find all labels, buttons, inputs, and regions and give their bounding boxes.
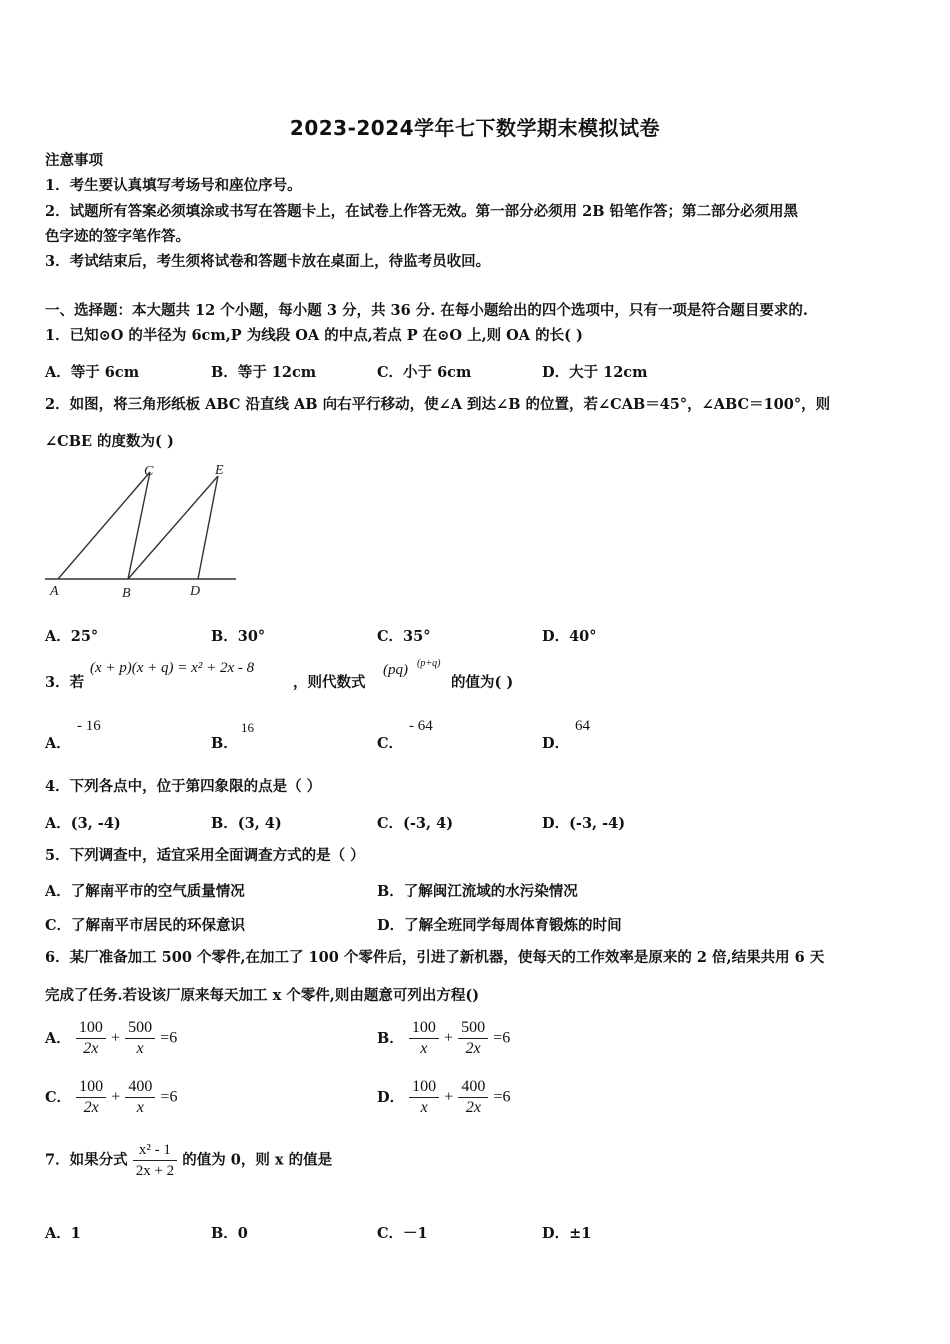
q3-option-a-letter[interactable]: A． (45, 735, 71, 752)
q7-option-d[interactable]: D．±1 (542, 1225, 592, 1242)
q6-option-d-fraction-2: $\frac{400}{2x}$ (458, 1077, 488, 1118)
q2-figure (40, 458, 240, 603)
q7-option-a[interactable]: A．1 (45, 1225, 81, 1242)
q1-option-c[interactable]: C．小于 6cm (377, 364, 472, 381)
q7-fraction: $\frac{\text{x² - 1}}{2x + 2}$ (133, 1140, 177, 1181)
q5-option-b[interactable]: B．了解闽江流域的水污染情况 (377, 883, 578, 900)
q7-stem (45, 1140, 332, 1181)
q4-option-d[interactable]: D．(-3, -4) (542, 815, 626, 832)
q3-prefix: 3．若 (45, 674, 85, 691)
side-be (128, 476, 218, 579)
notice-item-2-cont: 色字迹的签字笔作答。 (45, 228, 190, 245)
q6-option-d[interactable]: D． $\frac{100}{x}$ + $\frac{400}{2x}$ =6 (377, 1078, 511, 1116)
q4-stem: 4．下列各点中，位于第四象限的点是（ ） (45, 778, 322, 795)
q2-option-c[interactable]: C．35° (377, 628, 431, 645)
q1-option-a[interactable]: A．等于 6cm (45, 364, 140, 381)
q5-stem: 5．下列调查中，适宜采用全面调查方式的是（ ） (45, 847, 365, 864)
notice-item-1: 1．考生要认真填写考场号和座位序号。 (45, 177, 302, 194)
q4-option-c[interactable]: C．(-3, 4) (377, 815, 454, 832)
q5-option-a[interactable]: A．了解南平市的空气质量情况 (45, 883, 245, 900)
q7-option-c[interactable]: C．－1 (377, 1225, 428, 1242)
q2-option-b[interactable]: B．30° (211, 628, 266, 645)
side-ac (58, 472, 150, 579)
page-title: 2023-2024学年七下数学期末模拟试卷 (289, 116, 661, 140)
q3-option-b-value[interactable]: 16 (241, 720, 254, 735)
q3-option-a-value[interactable]: - 16 (77, 718, 101, 734)
q5-option-c[interactable]: C．了解南平市居民的环保意识 (45, 917, 246, 934)
q6-option-a[interactable]: A． $\frac{100}{2x}$ + $\frac{500}{x}$ =6 (45, 1019, 178, 1057)
label-d: D (190, 584, 201, 599)
q6-option-b-fraction-2: $\frac{500}{2x}$ (458, 1018, 488, 1059)
q6-option-c-fraction-2: $\frac{400}{x}$ (125, 1077, 155, 1118)
q7-option-b[interactable]: B．0 (211, 1225, 248, 1242)
q2-option-d[interactable]: D．40° (542, 628, 597, 645)
q7-prefix: 7．如果分式 (45, 1151, 128, 1169)
notice-item-3: 3．考试结束后，考生须将试卷和答题卡放在桌面上，待监考员收回。 (45, 253, 491, 270)
q6-option-a-fraction-2: $\frac{500}{x}$ (125, 1018, 155, 1059)
q6-option-a-letter: A． (45, 1030, 71, 1047)
q1-option-b[interactable]: B．等于 12cm (211, 364, 317, 381)
q6-option-b-fraction-1: $\frac{100}{x}$ (409, 1018, 439, 1059)
q3-option-d-value[interactable]: 64 (575, 718, 590, 734)
q6-option-c-letter: C． (45, 1089, 72, 1106)
notice-heading: 注意事项 (45, 152, 103, 169)
q2-option-a[interactable]: A．25° (45, 628, 99, 645)
q6-stem-line1: 6．某厂准备加工 500 个零件,在加工了 100 个零件后，引进了新机器，使每天的工作效率是原来的 2 倍,结果共用 6 天 (45, 949, 825, 966)
q3-option-c-value[interactable]: - 64 (409, 718, 433, 734)
q1-option-d[interactable]: D．大于 12cm (542, 364, 648, 381)
q3-option-c-letter[interactable]: C． (377, 735, 404, 752)
label-b: B (122, 586, 131, 601)
notice-item-2: 2．试题所有答案必须填涂或书写在答题卡上，在试卷上作答无效。第一部分必须用 2B 铅笔作答；第二部分必须用黑 (45, 203, 799, 220)
q6-option-b-letter: B． (377, 1030, 404, 1047)
q2-stem-line1: 2．如图，将三角形纸板 ABC 沿直线 AB 向右平行移动，使∠A 到达∠B 的位置，若∠CAB＝45°，∠ABC＝100°，则 (45, 396, 831, 413)
label-e: E (215, 463, 224, 478)
q3-middle: ，则代数式 (293, 674, 366, 691)
q6-option-d-letter: D． (377, 1089, 405, 1106)
q6-stem-line2: 完成了任务.若设该厂原来每天加工 x 个零件,则由题意可列出方程() (45, 987, 480, 1004)
q4-option-b[interactable]: B．(3, 4) (211, 815, 282, 832)
q3-condition: (x + p)(x + q) = x² + 2x - 8 (90, 660, 255, 676)
label-a: A (50, 584, 59, 599)
q6-option-c-fraction-1: $\frac{100}{2x}$ (76, 1077, 106, 1118)
q4-option-a[interactable]: A．(3, -4) (45, 815, 121, 832)
q5-option-d[interactable]: D．了解全班同学每周体育锻炼的时间 (377, 917, 622, 934)
side-ed (198, 476, 218, 579)
q7-suffix: 的值为 0，则 x 的值是 (182, 1151, 333, 1169)
side-cb (128, 472, 150, 579)
q6-option-d-fraction-1: $\frac{100}{x}$ (409, 1077, 439, 1118)
section-header: 一、选择题：本大题共 12 个小题，每小题 3 分，共 36 分. 在每小题给出的四个选项中，只有一项是符合题目要求的. (45, 302, 808, 319)
q3-option-b-letter[interactable]: B． (211, 735, 238, 752)
q6-option-b[interactable]: B． $\frac{100}{x}$ + $\frac{500}{2x}$ =6 (377, 1019, 511, 1057)
q3-exponent: (p+q) (417, 658, 441, 669)
q6-option-c[interactable]: C． $\frac{100}{2x}$ + $\frac{400}{x}$ =6 (45, 1078, 178, 1116)
q3-expression: (pq) (383, 662, 408, 678)
q6-option-a-fraction-1: $\frac{100}{2x}$ (76, 1018, 106, 1059)
q3-option-d-letter[interactable]: D． (542, 735, 570, 752)
q3-suffix: 的值为( ) (451, 674, 514, 691)
label-c: C (144, 464, 154, 479)
q1-stem: 1．已知⊙O 的半径为 6cm,P 为线段 OA 的中点,若点 P 在⊙O 上,则 OA 的长( ) (45, 327, 583, 344)
q2-stem-line2: ∠CBE 的度数为( ) (45, 433, 174, 450)
